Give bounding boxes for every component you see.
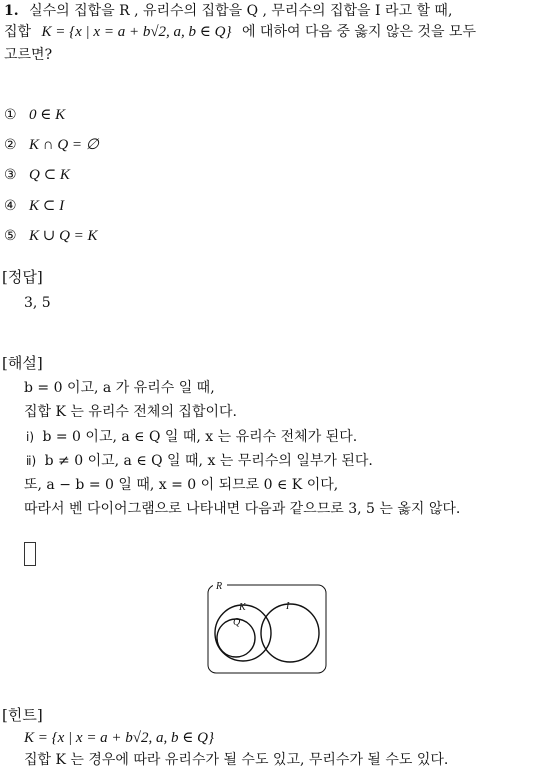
roman-numeral-2: ⅱ) [26,454,37,468]
choice-1 [4,106,65,124]
choice-mark: ⑤ [4,228,17,244]
universal-set-rect [208,585,326,673]
question-number: 1. [4,3,19,19]
choice-expr: K ∪ Q = K [29,228,98,244]
hint-line: 집합 K 는 경우에 따라 유리수가 될 수도 있고, 무리수가 될 수도 있다. [24,752,449,768]
set-i-circle [261,604,319,662]
roman-numeral-1: ⅰ) [26,430,35,444]
explanation-text: b ≠ 0 이고, a ∈ Q 일 때, x 는 무리수의 일부가 된다. [44,453,373,469]
explanation-line-case-1 [26,428,357,446]
choice-expr: Q ⊂ K [29,167,70,183]
label-r: R [216,581,223,592]
explanation-line: 따라서 벤 다이어그램으로 나타내면 다음과 같으므로 3, 5 는 옳지 않다. [24,501,461,517]
choice-expr: K ∩ Q = ∅ [29,137,99,153]
choice-mark: ① [4,107,17,123]
question-line-1 [4,2,452,20]
choice-5 [4,227,98,245]
explanation-text: b = 0 이고, a ∈ Q 일 때, x 는 유리수 전체가 된다. [42,429,358,445]
label-q: Q [233,617,241,628]
explanation-line-case-2 [26,452,373,470]
set-definition: K = {x | x = a + b√2, a, b ∈ Q} [41,24,232,40]
hint-header: [힌트] [2,706,43,724]
answer-value: 3, 5 [24,295,51,311]
explanation-line: 집합 K 는 유리수 전체의 집합이다. [24,404,237,420]
question-text-2-suffix: 에 대하여 다음 중 옳지 않은 것을 모두 [241,24,476,40]
question-line-2 [4,23,476,41]
venn-diagram [205,579,331,677]
choice-4 [4,197,64,215]
question-text-1: 실수의 집합을 R , 유리수의 집합을 Q , 무리수의 집합을 I 라고 할 때, [29,3,453,19]
label-k: K [239,602,246,613]
explanation-header: [해설] [2,354,43,372]
choice-expr: K ⊂ I [29,198,65,214]
image-placeholder-box [24,542,36,566]
choice-mark: ③ [4,167,17,183]
choice-3 [4,166,70,184]
choice-mark: ④ [4,198,17,214]
answer-header: [정답] [2,268,43,286]
question-line-3: 고르면? [4,47,53,63]
explanation-line: b = 0 이고, a 가 유리수 일 때, [24,380,215,396]
explanation-line: 또, a − b = 0 일 때, x = 0 이 되므로 0 ∈ K 이다, [24,477,339,493]
choice-2 [4,136,99,154]
question-text-2-prefix: 집합 [4,24,32,40]
label-i: I [286,601,290,612]
choice-mark: ② [4,137,17,153]
choice-expr: 0 ∈ K [29,107,66,123]
hint-set-definition: K = {x | x = a + b√2, a, b ∈ Q} [24,730,214,746]
